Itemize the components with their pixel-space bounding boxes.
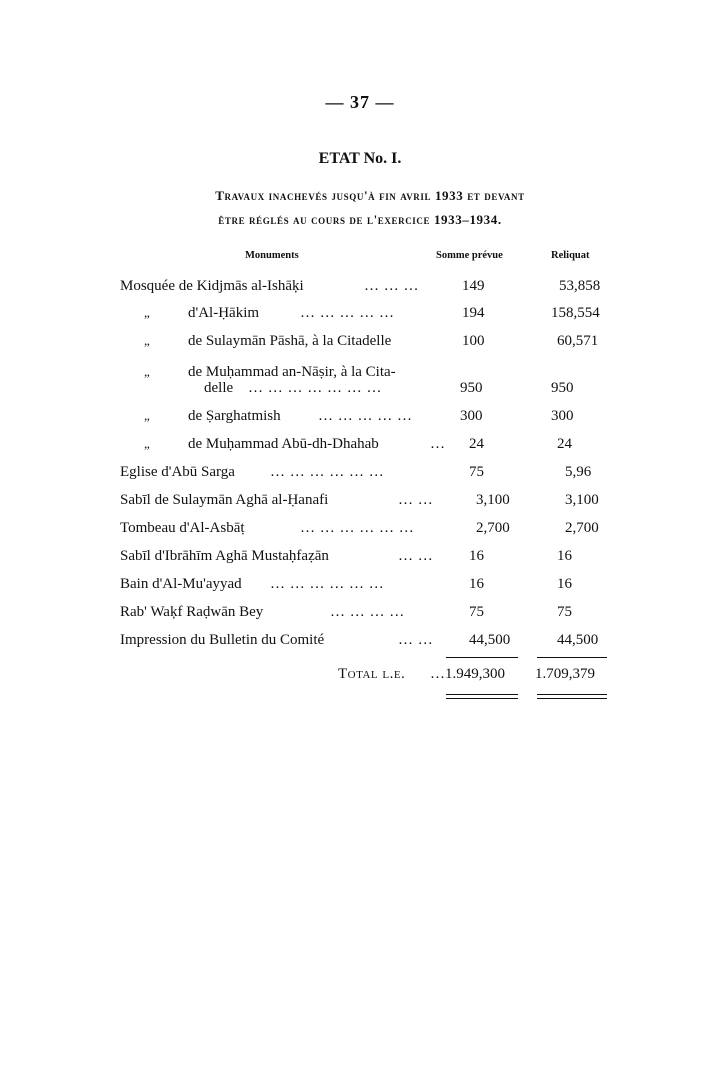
monument-name: d'Al-Ḥākim xyxy=(188,305,260,321)
page-number: — 37 — xyxy=(325,92,395,112)
somme-prevue-value: 16 xyxy=(469,548,484,564)
somme-double-underline-bottom xyxy=(446,698,518,699)
ditto-mark: „ xyxy=(144,408,150,423)
somme-prevue-value: 194 xyxy=(462,305,485,321)
somme-prevue-value: 44,500 xyxy=(469,632,511,648)
table-row xyxy=(0,489,720,511)
column-header-reliquat: Reliquat xyxy=(551,250,590,261)
reliquat-value: 300 xyxy=(551,408,574,424)
table-row xyxy=(0,405,720,427)
somme-prevue-value: 75 xyxy=(469,604,484,620)
leader-dots: … xyxy=(430,436,446,452)
table-row xyxy=(0,377,720,399)
reliquat-value: 44,500 xyxy=(557,632,599,648)
leader-dots: … … … … … xyxy=(300,305,395,321)
document-title: ETAT No. I. xyxy=(318,150,402,167)
reliquat-value: 75 xyxy=(557,604,572,620)
monument-name: Eglise d'Abū Sarga xyxy=(120,464,235,480)
monument-name: Sabīl de Sulaymān Aghā al-Ḥanafi xyxy=(120,492,329,508)
leader-dots: … … … … … … xyxy=(270,576,385,592)
monument-name: Bain d'Al-Mu'ayyad xyxy=(120,576,242,592)
leader-dots: … … … … xyxy=(330,604,405,620)
ditto-mark: „ xyxy=(144,305,150,320)
monument-name: de Sulaymān Pāshā, à la Citadelle xyxy=(188,333,392,349)
reliquat-value: 5,96 xyxy=(565,464,592,480)
somme-prevue-value: 950 xyxy=(460,380,483,396)
reliquat-value: 158,554 xyxy=(551,305,600,321)
table-row xyxy=(0,433,720,455)
table-row xyxy=(0,461,720,483)
total-label: Total l.e. xyxy=(338,666,406,682)
reliquat-value: 3,100 xyxy=(565,492,599,508)
ditto-mark: „ xyxy=(144,333,150,348)
leader-dots: … … … xyxy=(364,278,419,294)
table-row xyxy=(0,517,720,539)
leader-dots: … … xyxy=(398,548,434,564)
monument-name: de Ṣarghatmish xyxy=(188,408,281,424)
leader-dots: … … … … … … xyxy=(300,520,415,536)
column-header-somme-prevue: Somme prévue xyxy=(436,250,503,261)
somme-double-underline-top xyxy=(446,694,518,695)
reliquat-double-underline-top xyxy=(537,694,607,695)
table-row xyxy=(0,302,720,324)
reliquat-value: 24 xyxy=(557,436,572,452)
leader-dots: … … xyxy=(398,492,434,508)
table-row xyxy=(0,601,720,623)
table-row xyxy=(0,275,720,297)
subtitle-line-1: Travaux inachevés jusqu'à fin avril 1933 et devant xyxy=(215,188,525,203)
leader-dots: … … … … … … … xyxy=(248,380,382,396)
leader-dots: … … xyxy=(398,632,434,648)
monument-name: Mosquée de Kidjmās al-Ishāķi xyxy=(120,278,304,294)
monument-name: Tombeau d'Al-Asbāṭ xyxy=(120,520,245,536)
leader-dots: … … … … … xyxy=(318,408,413,424)
somme-prevue-value: 100 xyxy=(462,333,485,349)
total-reliquat: 1.709,379 xyxy=(535,666,595,682)
monument-name: Rab' Waķf Raḍwān Bey xyxy=(120,604,264,620)
somme-prevue-value: 24 xyxy=(469,436,484,452)
somme-prevue-value: 75 xyxy=(469,464,484,480)
reliquat-value: 2,700 xyxy=(565,520,599,536)
monument-name: Impression du Bulletin du Comité xyxy=(120,632,325,648)
table-row xyxy=(0,573,720,595)
reliquat-value: 16 xyxy=(557,576,572,592)
somme-prevue-value: 300 xyxy=(460,408,483,424)
table-row xyxy=(0,545,720,567)
monument-name: de Muḥammad Abū-dh-Dhahab xyxy=(188,436,379,452)
somme-prevue-value: 149 xyxy=(462,278,485,294)
total-somme: …1.949,300 xyxy=(430,666,505,682)
reliquat-value: 16 xyxy=(557,548,572,564)
somme-prevue-value: 16 xyxy=(469,576,484,592)
table-row xyxy=(0,629,720,651)
subtitle-line-2: être réglés au cours de l'exercice 1933–1934. xyxy=(218,212,502,227)
ditto-mark: „ xyxy=(144,436,150,451)
reliquat-value: 53,858 xyxy=(559,278,601,294)
monument-name: delle xyxy=(204,380,234,396)
column-header-monuments: Monuments xyxy=(245,250,299,261)
ditto-mark: „ xyxy=(144,364,150,379)
monument-name: de Muḥammad an-Nāṣir, à la Cita- xyxy=(188,364,396,380)
leader-dots: … … … … … … xyxy=(270,464,385,480)
table-row xyxy=(0,330,720,352)
reliquat-double-underline-bottom xyxy=(537,698,607,699)
reliquat-value: 950 xyxy=(551,380,574,396)
somme-prevue-value: 3,100 xyxy=(476,492,510,508)
somme-underline xyxy=(446,657,518,658)
reliquat-value: 60,571 xyxy=(557,333,599,349)
monument-name: Sabīl d'Ibrāhīm Aghā Mustaḥfaẓān xyxy=(120,548,329,564)
reliquat-underline xyxy=(537,657,607,658)
somme-prevue-value: 2,700 xyxy=(476,520,510,536)
